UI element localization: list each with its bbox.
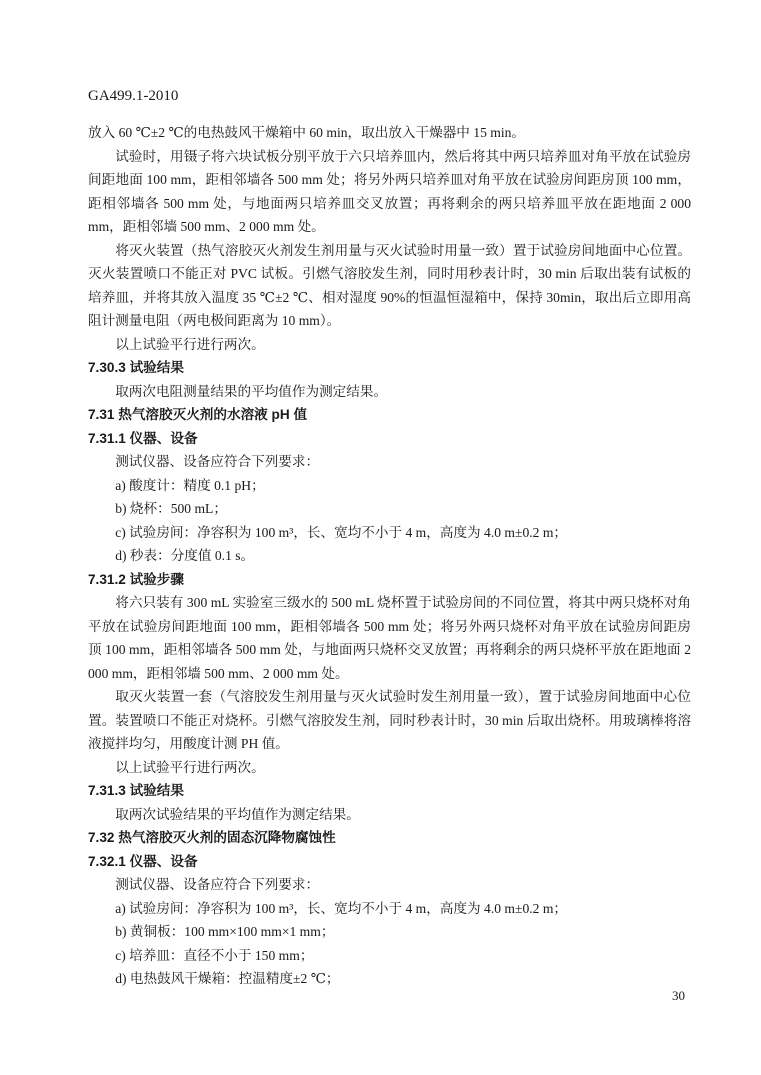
list-item: d) 秒表：分度值 0.1 s。 <box>115 548 255 563</box>
page-content <box>88 87 691 991</box>
standard-number: GA499.1-2010 <box>88 88 179 104</box>
section-heading: 7.31.3 试验结果 <box>88 783 184 798</box>
paragraph: 放入 60 ℃±2 ℃的电热鼓风干燥箱中 60 min，取出放入干燥器中 15 min。 <box>88 125 526 140</box>
list-item: b) 黄铜板：100 mm×100 mm×1 mm； <box>115 924 335 939</box>
paragraph: 以上试验平行进行两次。 <box>115 336 265 352</box>
paragraph: 取两次试验结果的平均值作为测定结果。 <box>115 806 360 822</box>
paragraph: 测试仪器、设备应符合下列要求： <box>115 454 320 469</box>
document-body <box>88 121 691 991</box>
section-heading: 7.30.3 试验结果 <box>88 360 184 375</box>
list-item: c) 试验房间：净容积为 100 m³，长、宽均不小于 4 m，高度为 4.0 m±0.2 m； <box>115 524 567 540</box>
paragraph: 试验时，用镊子将六块试板分别平放于六只培养皿内，然后将其中两只培养皿对角平放在试验房间距地面 100 mm，距相邻墙各 500 mm 处；将另外两只培养皿对角平放在试验房间距房顶 100 mm，距相邻墙各 500 mm 处，与地面两只培养皿交叉放置；再将剩余的两只培养皿平放在距地面 2 000 mm，距相邻墙 500 mm、2 000 mm 处。 <box>88 148 691 234</box>
paragraph: 以上试验平行进行两次。 <box>115 759 265 775</box>
list-item: c) 培养皿：直径不小于 150 mm； <box>115 947 314 963</box>
list-item: d) 电热鼓风干燥箱：控温精度±2 ℃； <box>115 971 340 986</box>
paragraph: 将灭火装置（热气溶胶灭火剂发生剂用量与灭火试验时用量一致）置于试验房间地面中心位置。灭火装置喷口不能正对 PVC 试板。引燃气溶胶发生剂，同时用秒表计时，30 min 后取出装有试板的培养皿，并将其放入温度 35 ℃±2 ℃、相对湿度 90%的恒温恒湿箱中，保持 30min，取出后立即用高阻计测量电阻（两电极间距离为 10 mm）。 <box>88 242 691 328</box>
list-item: a) 试验房间：净容积为 100 m³，长、宽均不小于 4 m，高度为 4.0 m±0.2 m； <box>115 900 567 916</box>
paragraph: 取灭火装置一套（气溶胶发生剂用量与灭火试验时发生剂用量一致），置于试验房间地面中心位置。装置喷口不能正对烧杯。引燃气溶胶发生剂，同时秒表计时，30 min 后取出烧杯。用玻璃棒将溶液搅拌均匀，用酸度计测 PH 值。 <box>88 689 691 751</box>
list-item: a) 酸度计：精度 0.1 pH； <box>115 477 265 493</box>
section-heading: 7.32.1 仪器、设备 <box>88 853 198 869</box>
paragraph: 取两次电阻测量结果的平均值作为测定结果。 <box>115 383 388 399</box>
list-item: b) 烧杯：500 mL； <box>115 501 227 516</box>
section-heading: 7.31 热气溶胶灭火剂的水溶液 pH 值 <box>88 407 308 422</box>
section-heading: 7.31.1 仪器、设备 <box>88 430 198 446</box>
section-heading: 7.32 热气溶胶灭火剂的固态沉降物腐蚀性 <box>88 830 336 845</box>
paragraph: 将六只装有 300 mL 实验室三级水的 500 mL 烧杯置于试验房间的不同位置，将其中两只烧杯对角平放在试验房间距地面 100 mm，距相邻墙各 500 mm 处；将另外两只烧杯对角平放在试验房间距房顶 100 mm，距相邻墙各 500 mm 处，与地面两只烧杯交叉放置；再将剩余的两只烧杯平放在距地面 2 000 mm，距相邻墙 500 mm、2 000 mm 处。 <box>88 595 691 681</box>
section-heading: 7.31.2 试验步骤 <box>88 571 184 587</box>
page-number: 30 <box>672 988 685 1003</box>
paragraph: 测试仪器、设备应符合下列要求： <box>115 877 320 892</box>
